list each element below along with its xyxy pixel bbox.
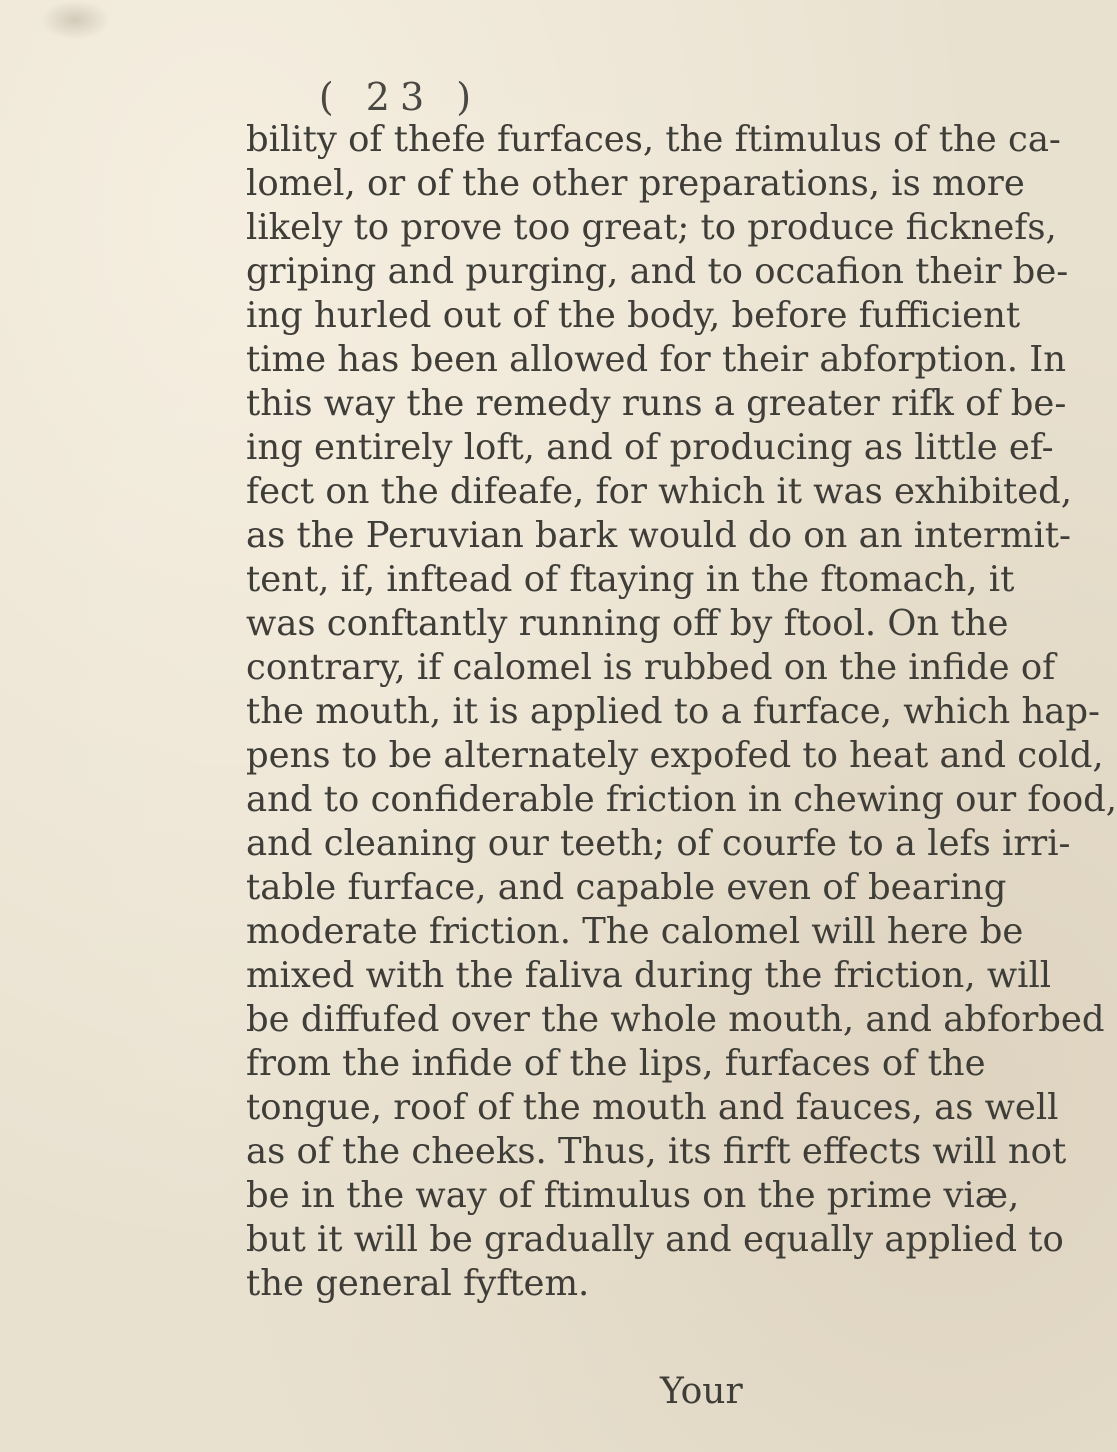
text-line: and cleaning our teeth; of courfe to a lefs irri- (246, 823, 1071, 864)
text-line: time has been allowed for their abforption. In (246, 339, 1067, 380)
text-line: and to confiderable friction in chewing our food, (246, 779, 1117, 820)
text-line: contrary, if calomel is rubbed on the infide of (246, 647, 1056, 688)
text-line: ing entirely loft, and of producing as little ef- (246, 427, 1054, 468)
text-line: fect on the difeafe, for which it was exhibited, (246, 471, 1073, 512)
text-line: moderate friction. The calomel will here be (246, 911, 1024, 952)
text-line: bility of thefe furfaces, the ftimulus of the ca- (246, 119, 1061, 160)
text-line: be in the way of ftimulus on the prime viæ, (246, 1175, 1020, 1216)
text-line: the general fyftem. (246, 1263, 590, 1304)
text-line: this way the remedy runs a greater rifk of be- (246, 383, 1067, 424)
text-line: but it will be gradually and equally applied to (246, 1219, 1064, 1260)
text-line: griping and purging, and to occafion their be- (246, 251, 1069, 292)
text-line: table furface, and capable even of bearing (246, 867, 1007, 908)
text-line: be diffufed over the whole mouth, and abforbed (246, 999, 1105, 1040)
text-line: ing hurled out of the body, before fufficient (246, 295, 1021, 336)
text-line: from the infide of the lips, furfaces of the (246, 1043, 986, 1084)
body-text (246, 118, 1117, 1306)
text-line: lomel, or of the other preparations, is more (246, 163, 1025, 204)
page-number: ( 23 ) (318, 75, 482, 119)
text-line: pens to be alternately expofed to heat and cold, (246, 735, 1104, 776)
text-line: as the Peruvian bark would do on an intermit- (246, 515, 1071, 556)
text-line: mixed with the faliva during the friction, will (246, 955, 1052, 996)
text-line: as of the cheeks. Thus, its firft effects will not (246, 1131, 1067, 1172)
text-line: was conftantly running off by ftool. On the (246, 603, 1009, 644)
catchword: Your (660, 1371, 743, 1412)
text-line: the mouth, it is applied to a furface, which hap- (246, 691, 1100, 732)
text-line: tent, if, inftead of ftaying in the ftomach, it (246, 559, 1015, 600)
text-line: tongue, roof of the mouth and fauces, as well (246, 1087, 1059, 1128)
page-stain (40, 0, 110, 40)
text-line: likely to prove too great; to produce ficknefs, (246, 207, 1057, 248)
